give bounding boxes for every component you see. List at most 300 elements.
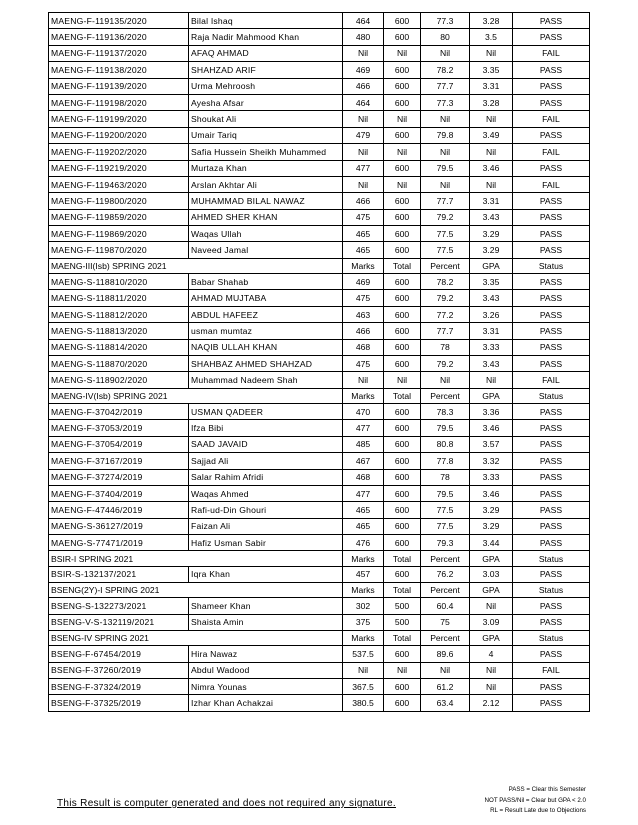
- student-name: Safia Hussein Sheikh Muhammed: [189, 144, 343, 160]
- total-cell: Nil: [384, 144, 421, 160]
- registration-number: MAENG-F-119219/2020: [49, 160, 189, 176]
- table-row: [49, 176, 590, 192]
- marks-cell: 475: [343, 209, 384, 225]
- registration-number: MAENG-F-119800/2020: [49, 193, 189, 209]
- student-name: Muhammad Nadeem Shah: [189, 372, 343, 388]
- table-row: [49, 127, 590, 143]
- student-name: AHMED SHER KHAN: [189, 209, 343, 225]
- header-gpa: GPA: [470, 551, 513, 566]
- student-name: Nimra Younas: [189, 679, 343, 695]
- marks-cell: 477: [343, 485, 384, 501]
- registration-number: MAENG-F-119137/2020: [49, 45, 189, 61]
- registration-number: MAENG-F-119135/2020: [49, 13, 189, 29]
- table-row: [49, 453, 590, 469]
- percent-cell: 77.3: [421, 13, 470, 29]
- percent-cell: 77.5: [421, 518, 470, 534]
- marks-cell: 475: [343, 290, 384, 306]
- student-name: Iqra Khan: [189, 566, 343, 582]
- table-row: [49, 226, 590, 242]
- marks-cell: Nil: [343, 45, 384, 61]
- marks-cell: 466: [343, 193, 384, 209]
- legend-not-pass: NOT PASS/Nil = Clear but GPA < 2.0: [484, 796, 586, 804]
- status-cell: PASS: [513, 695, 590, 711]
- status-cell: PASS: [513, 78, 590, 94]
- registration-number: MAENG-F-119198/2020: [49, 94, 189, 110]
- table-row: [49, 535, 590, 551]
- percent-cell: 60.4: [421, 598, 470, 614]
- student-name: Hira Nawaz: [189, 646, 343, 662]
- table-row: [49, 62, 590, 78]
- results-body: [49, 13, 590, 712]
- total-cell: 600: [384, 646, 421, 662]
- marks-cell: 469: [343, 274, 384, 290]
- marks-cell: 464: [343, 94, 384, 110]
- gpa-cell: Nil: [470, 111, 513, 127]
- registration-number: MAENG-S-36127/2019: [49, 518, 189, 534]
- gpa-cell: 3.36: [470, 403, 513, 419]
- section-header-row: [49, 258, 590, 273]
- registration-number: MAENG-S-118812/2020: [49, 306, 189, 322]
- total-cell: 600: [384, 62, 421, 78]
- marks-cell: 465: [343, 518, 384, 534]
- marks-cell: 465: [343, 242, 384, 258]
- student-name: Shaista Amin: [189, 614, 343, 630]
- gpa-cell: 3.31: [470, 78, 513, 94]
- total-cell: 600: [384, 274, 421, 290]
- gpa-cell: 3.28: [470, 13, 513, 29]
- table-row: [49, 306, 590, 322]
- percent-cell: 77.7: [421, 323, 470, 339]
- status-cell: FAIL: [513, 372, 590, 388]
- percent-cell: 77.2: [421, 306, 470, 322]
- gpa-cell: Nil: [470, 662, 513, 678]
- marks-cell: Nil: [343, 662, 384, 678]
- gpa-cell: 3.35: [470, 62, 513, 78]
- marks-cell: 464: [343, 13, 384, 29]
- section-header-row: [49, 388, 590, 403]
- total-cell: 600: [384, 29, 421, 45]
- percent-cell: Nil: [421, 45, 470, 61]
- student-name: Salar Rahim Afridi: [189, 469, 343, 485]
- registration-number: MAENG-F-37042/2019: [49, 403, 189, 419]
- percent-cell: 77.3: [421, 94, 470, 110]
- header-gpa: GPA: [470, 258, 513, 273]
- gpa-cell: 3.28: [470, 94, 513, 110]
- status-cell: PASS: [513, 453, 590, 469]
- marks-cell: 375: [343, 614, 384, 630]
- total-cell: 600: [384, 420, 421, 436]
- gpa-cell: 4: [470, 646, 513, 662]
- registration-number: MAENG-S-118811/2020: [49, 290, 189, 306]
- gpa-cell: 3.26: [470, 306, 513, 322]
- total-cell: Nil: [384, 111, 421, 127]
- gpa-cell: 3.29: [470, 242, 513, 258]
- section-title: BSENG(2Y)-I SPRING 2021: [49, 583, 343, 598]
- table-row: [49, 646, 590, 662]
- gpa-cell: Nil: [470, 45, 513, 61]
- registration-number: MAENG-F-37167/2019: [49, 453, 189, 469]
- status-cell: PASS: [513, 403, 590, 419]
- table-row: [49, 436, 590, 452]
- table-row: [49, 274, 590, 290]
- registration-number: MAENG-F-119138/2020: [49, 62, 189, 78]
- percent-cell: 78: [421, 339, 470, 355]
- percent-cell: 80: [421, 29, 470, 45]
- student-name: Hafiz Usman Sabir: [189, 535, 343, 551]
- registration-number: MAENG-F-47446/2019: [49, 502, 189, 518]
- status-cell: PASS: [513, 226, 590, 242]
- total-cell: 600: [384, 566, 421, 582]
- percent-cell: 79.2: [421, 356, 470, 372]
- total-cell: 600: [384, 436, 421, 452]
- header-total: Total: [384, 388, 421, 403]
- gpa-cell: 3.46: [470, 160, 513, 176]
- table-row: [49, 13, 590, 29]
- header-status: Status: [513, 631, 590, 646]
- total-cell: Nil: [384, 176, 421, 192]
- table-row: [49, 695, 590, 711]
- status-cell: FAIL: [513, 111, 590, 127]
- percent-cell: 77.5: [421, 502, 470, 518]
- percent-cell: Nil: [421, 372, 470, 388]
- student-name: Sajjad Ali: [189, 453, 343, 469]
- status-cell: PASS: [513, 13, 590, 29]
- status-cell: PASS: [513, 127, 590, 143]
- header-marks: Marks: [343, 258, 384, 273]
- gpa-cell: 3.43: [470, 290, 513, 306]
- table-row: [49, 614, 590, 630]
- total-cell: 600: [384, 94, 421, 110]
- status-cell: PASS: [513, 420, 590, 436]
- table-row: [49, 356, 590, 372]
- registration-number: BSENG-F-37325/2019: [49, 695, 189, 711]
- total-cell: 600: [384, 209, 421, 225]
- marks-cell: 469: [343, 62, 384, 78]
- student-name: Urma Mehroosh: [189, 78, 343, 94]
- student-name: NAQIB ULLAH KHAN: [189, 339, 343, 355]
- gpa-cell: 3.09: [470, 614, 513, 630]
- gpa-cell: Nil: [470, 372, 513, 388]
- marks-cell: 468: [343, 469, 384, 485]
- percent-cell: 77.7: [421, 78, 470, 94]
- gpa-cell: 3.29: [470, 502, 513, 518]
- status-cell: PASS: [513, 598, 590, 614]
- student-name: Abdul Wadood: [189, 662, 343, 678]
- registration-number: BSENG-F-37260/2019: [49, 662, 189, 678]
- percent-cell: 61.2: [421, 679, 470, 695]
- registration-number: MAENG-F-119136/2020: [49, 29, 189, 45]
- gpa-cell: Nil: [470, 144, 513, 160]
- marks-cell: 457: [343, 566, 384, 582]
- header-percent: Percent: [421, 583, 470, 598]
- total-cell: 600: [384, 226, 421, 242]
- header-total: Total: [384, 551, 421, 566]
- registration-number: MAENG-F-37053/2019: [49, 420, 189, 436]
- total-cell: 600: [384, 453, 421, 469]
- registration-number: MAENG-S-118902/2020: [49, 372, 189, 388]
- status-cell: PASS: [513, 436, 590, 452]
- percent-cell: Nil: [421, 176, 470, 192]
- percent-cell: Nil: [421, 111, 470, 127]
- marks-cell: Nil: [343, 111, 384, 127]
- header-total: Total: [384, 258, 421, 273]
- registration-number: MAENG-S-118810/2020: [49, 274, 189, 290]
- table-row: [49, 323, 590, 339]
- marks-cell: 466: [343, 78, 384, 94]
- gpa-cell: 3.29: [470, 518, 513, 534]
- percent-cell: 79.5: [421, 485, 470, 501]
- table-row: [49, 518, 590, 534]
- student-name: Waqas Ahmed: [189, 485, 343, 501]
- table-row: [49, 144, 590, 160]
- total-cell: 600: [384, 160, 421, 176]
- marks-cell: 479: [343, 127, 384, 143]
- status-cell: PASS: [513, 242, 590, 258]
- header-total: Total: [384, 583, 421, 598]
- student-name: USMAN QADEER: [189, 403, 343, 419]
- registration-number: MAENG-F-119200/2020: [49, 127, 189, 143]
- section-header-row: [49, 583, 590, 598]
- gpa-cell: 3.35: [470, 274, 513, 290]
- total-cell: Nil: [384, 372, 421, 388]
- header-gpa: GPA: [470, 631, 513, 646]
- percent-cell: 78.2: [421, 62, 470, 78]
- registration-number: BSENG-F-67454/2019: [49, 646, 189, 662]
- total-cell: 600: [384, 679, 421, 695]
- status-cell: PASS: [513, 614, 590, 630]
- registration-number: MAENG-F-119859/2020: [49, 209, 189, 225]
- header-marks: Marks: [343, 631, 384, 646]
- student-name: Ifza Bibi: [189, 420, 343, 436]
- section-title: BSIR-I SPRING 2021: [49, 551, 343, 566]
- section-title: BSENG-IV SPRING 2021: [49, 631, 343, 646]
- total-cell: 600: [384, 13, 421, 29]
- total-cell: 600: [384, 290, 421, 306]
- header-marks: Marks: [343, 551, 384, 566]
- student-name: SHAHBAZ AHMED SHAHZAD: [189, 356, 343, 372]
- student-name: Raja Nadir Mahmood Khan: [189, 29, 343, 45]
- header-total: Total: [384, 631, 421, 646]
- percent-cell: 78: [421, 469, 470, 485]
- header-gpa: GPA: [470, 388, 513, 403]
- registration-number: BSENG-S-132273/2021: [49, 598, 189, 614]
- marks-cell: 367.5: [343, 679, 384, 695]
- table-row: [49, 160, 590, 176]
- student-name: MUHAMMAD BILAL NAWAZ: [189, 193, 343, 209]
- status-cell: PASS: [513, 306, 590, 322]
- student-name: AHMAD MUJTABA: [189, 290, 343, 306]
- student-name: Bilal Ishaq: [189, 13, 343, 29]
- student-name: Waqas Ullah: [189, 226, 343, 242]
- status-cell: PASS: [513, 274, 590, 290]
- status-cell: PASS: [513, 29, 590, 45]
- percent-cell: Nil: [421, 662, 470, 678]
- total-cell: Nil: [384, 662, 421, 678]
- gpa-cell: 3.57: [470, 436, 513, 452]
- gpa-cell: Nil: [470, 176, 513, 192]
- gpa-cell: 3.03: [470, 566, 513, 582]
- gpa-cell: 3.33: [470, 339, 513, 355]
- section-header-row: [49, 631, 590, 646]
- results-table: [48, 12, 590, 712]
- registration-number: MAENG-S-118813/2020: [49, 323, 189, 339]
- marks-cell: 477: [343, 420, 384, 436]
- student-name: Naveed Jamal: [189, 242, 343, 258]
- registration-number: MAENG-F-37054/2019: [49, 436, 189, 452]
- student-name: usman mumtaz: [189, 323, 343, 339]
- header-percent: Percent: [421, 631, 470, 646]
- student-name: Rafi-ud-Din Ghouri: [189, 502, 343, 518]
- total-cell: 600: [384, 695, 421, 711]
- gpa-cell: 3.46: [470, 420, 513, 436]
- total-cell: 600: [384, 127, 421, 143]
- status-cell: FAIL: [513, 144, 590, 160]
- marks-cell: 467: [343, 453, 384, 469]
- marks-cell: 485: [343, 436, 384, 452]
- status-cell: PASS: [513, 566, 590, 582]
- status-cell: PASS: [513, 62, 590, 78]
- table-row: [49, 662, 590, 678]
- marks-cell: 537.5: [343, 646, 384, 662]
- student-name: Arslan Akhtar Ali: [189, 176, 343, 192]
- percent-cell: 79.5: [421, 160, 470, 176]
- total-cell: 600: [384, 535, 421, 551]
- total-cell: 600: [384, 323, 421, 339]
- marks-cell: 475: [343, 356, 384, 372]
- total-cell: 600: [384, 242, 421, 258]
- percent-cell: 76.2: [421, 566, 470, 582]
- status-cell: PASS: [513, 485, 590, 501]
- header-percent: Percent: [421, 551, 470, 566]
- legend-result-late: RL = Result Late due to Objections: [490, 807, 586, 814]
- student-name: Faizan Ali: [189, 518, 343, 534]
- table-row: [49, 29, 590, 45]
- gpa-cell: 3.31: [470, 193, 513, 209]
- registration-number: MAENG-F-119202/2020: [49, 144, 189, 160]
- table-row: [49, 485, 590, 501]
- status-cell: PASS: [513, 290, 590, 306]
- registration-number: MAENG-F-119869/2020: [49, 226, 189, 242]
- percent-cell: 77.7: [421, 193, 470, 209]
- header-gpa: GPA: [470, 583, 513, 598]
- student-name: Umair Tariq: [189, 127, 343, 143]
- header-percent: Percent: [421, 388, 470, 403]
- total-cell: 600: [384, 356, 421, 372]
- header-status: Status: [513, 551, 590, 566]
- gpa-cell: 3.49: [470, 127, 513, 143]
- registration-number: BSIR-S-132137/2021: [49, 566, 189, 582]
- table-row: [49, 45, 590, 61]
- header-status: Status: [513, 258, 590, 273]
- total-cell: 600: [384, 193, 421, 209]
- section-title: MAENG-IV(Isb) SPRING 2021: [49, 388, 343, 403]
- marks-cell: Nil: [343, 176, 384, 192]
- total-cell: 600: [384, 485, 421, 501]
- gpa-cell: 3.43: [470, 356, 513, 372]
- registration-number: BSENG-V-S-132119/2021: [49, 614, 189, 630]
- percent-cell: 77.5: [421, 226, 470, 242]
- status-legend: [386, 785, 586, 817]
- marks-cell: 380.5: [343, 695, 384, 711]
- status-cell: PASS: [513, 356, 590, 372]
- percent-cell: Nil: [421, 144, 470, 160]
- table-row: [49, 193, 590, 209]
- marks-cell: 480: [343, 29, 384, 45]
- student-name: Izhar Khan Achakzai: [189, 695, 343, 711]
- status-cell: PASS: [513, 209, 590, 225]
- gpa-cell: 3.33: [470, 469, 513, 485]
- table-row: [49, 403, 590, 419]
- table-row: [49, 502, 590, 518]
- student-name: SHAHZAD ARIF: [189, 62, 343, 78]
- status-cell: PASS: [513, 94, 590, 110]
- status-cell: PASS: [513, 339, 590, 355]
- marks-cell: 465: [343, 226, 384, 242]
- computer-generated-note: This Result is computer generated and does not required any signature.: [57, 798, 396, 809]
- percent-cell: 75: [421, 614, 470, 630]
- total-cell: 600: [384, 469, 421, 485]
- percent-cell: 78.2: [421, 274, 470, 290]
- total-cell: 500: [384, 614, 421, 630]
- registration-number: MAENG-F-119463/2020: [49, 176, 189, 192]
- student-name: Ayesha Afsar: [189, 94, 343, 110]
- percent-cell: 77.5: [421, 242, 470, 258]
- marks-cell: Nil: [343, 144, 384, 160]
- percent-cell: 77.8: [421, 453, 470, 469]
- percent-cell: 79.2: [421, 209, 470, 225]
- status-cell: PASS: [513, 518, 590, 534]
- table-row: [49, 566, 590, 582]
- status-cell: PASS: [513, 646, 590, 662]
- legend-pass: PASS = Clear this Semester: [508, 786, 586, 793]
- table-row: [49, 242, 590, 258]
- percent-cell: 79.8: [421, 127, 470, 143]
- marks-cell: 463: [343, 306, 384, 322]
- registration-number: MAENG-F-119870/2020: [49, 242, 189, 258]
- marks-cell: Nil: [343, 372, 384, 388]
- header-marks: Marks: [343, 388, 384, 403]
- registration-number: MAENG-F-37404/2019: [49, 485, 189, 501]
- section-header-row: [49, 551, 590, 566]
- gpa-cell: 3.32: [470, 453, 513, 469]
- student-name: ABDUL HAFEEZ: [189, 306, 343, 322]
- student-name: Babar Shahab: [189, 274, 343, 290]
- table-row: [49, 469, 590, 485]
- status-cell: PASS: [513, 469, 590, 485]
- percent-cell: 79.2: [421, 290, 470, 306]
- gpa-cell: 3.43: [470, 209, 513, 225]
- gpa-cell: 3.44: [470, 535, 513, 551]
- marks-cell: 468: [343, 339, 384, 355]
- header-marks: Marks: [343, 583, 384, 598]
- registration-number: MAENG-F-37274/2019: [49, 469, 189, 485]
- registration-number: MAENG-S-77471/2019: [49, 535, 189, 551]
- status-cell: FAIL: [513, 45, 590, 61]
- total-cell: 600: [384, 78, 421, 94]
- percent-cell: 63.4: [421, 695, 470, 711]
- section-title: MAENG-III(Isb) SPRING 2021: [49, 258, 343, 273]
- status-cell: PASS: [513, 679, 590, 695]
- gpa-cell: 3.5: [470, 29, 513, 45]
- gpa-cell: Nil: [470, 598, 513, 614]
- table-row: [49, 94, 590, 110]
- marks-cell: 477: [343, 160, 384, 176]
- table-row: [49, 290, 590, 306]
- student-name: Shoukat Ali: [189, 111, 343, 127]
- marks-cell: 470: [343, 403, 384, 419]
- student-name: Murtaza Khan: [189, 160, 343, 176]
- header-status: Status: [513, 388, 590, 403]
